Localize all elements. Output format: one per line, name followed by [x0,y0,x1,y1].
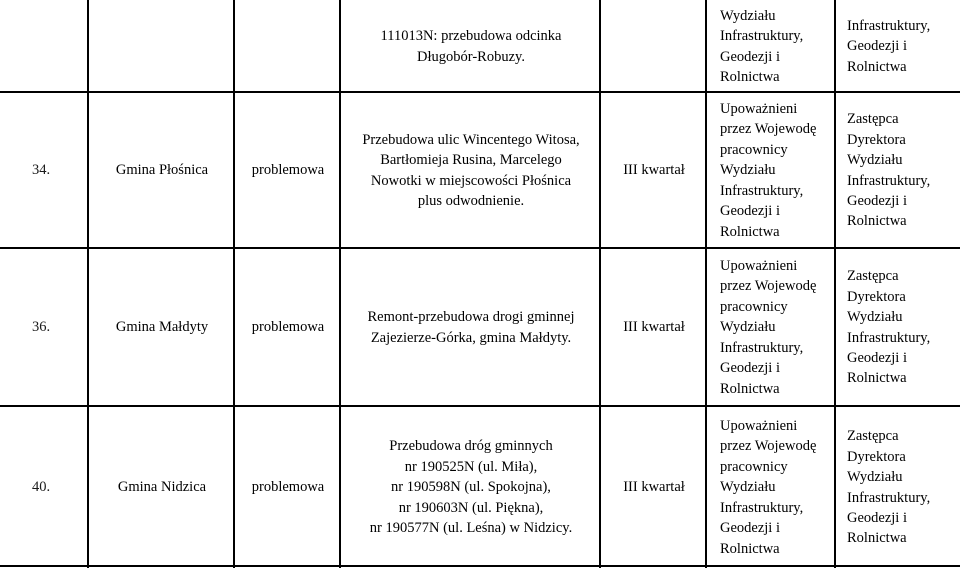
cell-line: Rolnictwa [720,223,780,240]
column-divider [233,0,235,568]
column-divider [339,0,341,568]
cell-line: Rolnictwa [720,68,780,85]
cell-line: Remont-przebudowa drogi gminnej [367,309,575,326]
cell-line: Rolnictwa [720,380,780,397]
cell-line: Zajezierze-Górka, gmina Małdyty. [370,329,572,346]
cell-line: pracownicy [720,141,788,158]
cell-line: Infrastruktury, [847,172,931,189]
cell-zadanie [342,249,600,406]
cell-kategoria [236,249,340,406]
cell-nadzor [847,249,960,406]
cell-line: Gmina Małdyty [115,319,209,336]
row-divider [0,405,960,407]
cell-osoba [720,1,835,92]
cell-line: Geodezji i [847,509,907,526]
cell-line: Wydziału [720,7,776,24]
column-divider [705,0,707,568]
cell-line: Infrastruktury, [847,489,931,506]
cell-line: pracownicy [720,298,788,315]
column-divider [599,0,601,568]
cell-osoba [720,407,835,568]
cell-nadzor [847,1,960,92]
cell-line: Infrastruktury, [720,182,804,199]
cell-line: nr 190525N (ul. Miła), [404,458,538,475]
cell-osoba [720,249,835,406]
cell-line: plus odwodnienie. [417,192,525,209]
cell-termin [602,93,706,248]
cell-line: III kwartał [623,319,685,336]
cell-line: problemowa [251,479,325,496]
cell-line: Wydziału [720,319,776,336]
cell-line: Infrastruktury, [847,329,931,346]
cell-line: Geodezji i [720,48,780,65]
cell-line: przez Wojewodę [720,278,817,295]
cell-gmina [90,1,234,92]
cell-line: 36. [32,319,51,336]
cell-line: Długobór-Robuzy. [417,48,525,65]
cell-line: Wydziału [847,152,903,169]
cell-line: 34. [32,162,51,179]
cell-line: Wydziału [847,469,903,486]
cell-gmina [90,407,234,568]
cell-line: Dyrektora [847,288,906,305]
cell-termin [602,249,706,406]
cell-gmina [90,249,234,406]
row-divider [0,91,960,93]
cell-line: III kwartał [623,162,685,179]
cell-line: Rolnictwa [720,540,780,557]
cell-line: Rolnictwa [847,58,907,75]
cell-line: nr 190598N (ul. Spokojna), [391,479,551,496]
cell-line: Upoważnieni [720,258,798,275]
cell-termin [602,1,706,92]
cell-kategoria [236,407,340,568]
cell-termin [602,407,706,568]
cell-line: 111013N: przebudowa odcinka [380,28,562,45]
cell-line: 40. [32,479,51,496]
cell-line: Infrastruktury, [720,499,804,516]
column-divider [87,0,89,568]
cell-line: przez Wojewodę [720,121,817,138]
cell-line: Infrastruktury, [847,17,931,34]
cell-zadanie [342,407,600,568]
cell-nadzor [847,407,960,568]
cell-line: Dyrektora [847,448,906,465]
cell-line: problemowa [251,319,325,336]
cell-line: Rolnictwa [847,530,907,547]
cell-line: nr 190577N (ul. Leśna) w Nidzicy. [369,520,573,537]
cell-line: Zastępca [847,111,899,128]
cell-line: Geodezji i [847,38,907,55]
cell-osoba [720,93,835,248]
cell-line: Gmina Nidzica [117,479,207,496]
cell-line: Geodezji i [720,203,780,220]
cell-line: problemowa [251,162,325,179]
cell-lp [32,249,88,406]
cell-line: nr 190603N (ul. Piękna), [398,499,544,516]
cell-line: Infrastruktury, [720,28,804,45]
cell-line: przez Wojewodę [720,438,817,455]
cell-line: Gmina Płośnica [115,162,209,179]
cell-line: Nowotki w miejscowości Płośnica [370,172,572,189]
cell-kategoria [236,1,340,92]
cell-line: Przebudowa ulic Wincentego Witosa, [362,131,580,148]
cell-line: Wydziału [720,479,776,496]
cell-line: Dyrektora [847,131,906,148]
cell-line: Geodezji i [847,192,907,209]
cell-line: Geodezji i [847,349,907,366]
cell-line: Geodezji i [720,360,780,377]
cell-line: Bartłomieja Rusina, Marcelego [380,152,562,169]
cell-line: III kwartał [623,479,685,496]
cell-kategoria [236,93,340,248]
cell-line: pracownicy [720,458,788,475]
cell-zadanie [342,93,600,248]
cell-gmina [90,93,234,248]
cell-line: Upoważnieni [720,101,798,118]
cell-line: Zastępca [847,268,899,285]
cell-line: Rolnictwa [847,213,907,230]
row-divider [0,247,960,249]
cell-line: Rolnictwa [847,370,907,387]
cell-nadzor [847,93,960,248]
cell-line: Infrastruktury, [720,339,804,356]
cell-lp [32,407,88,568]
cell-line: Przebudowa dróg gminnych [389,438,553,455]
cell-line: Wydziału [720,162,776,179]
cell-line: Upoważnieni [720,418,798,435]
cell-lp [32,93,88,248]
cell-line: Wydziału [847,309,903,326]
cell-zadanie [342,1,600,92]
cell-line: Geodezji i [720,520,780,537]
cell-lp [32,1,88,92]
cell-line: Zastępca [847,428,899,445]
column-divider [834,0,836,568]
row-divider [0,565,960,567]
